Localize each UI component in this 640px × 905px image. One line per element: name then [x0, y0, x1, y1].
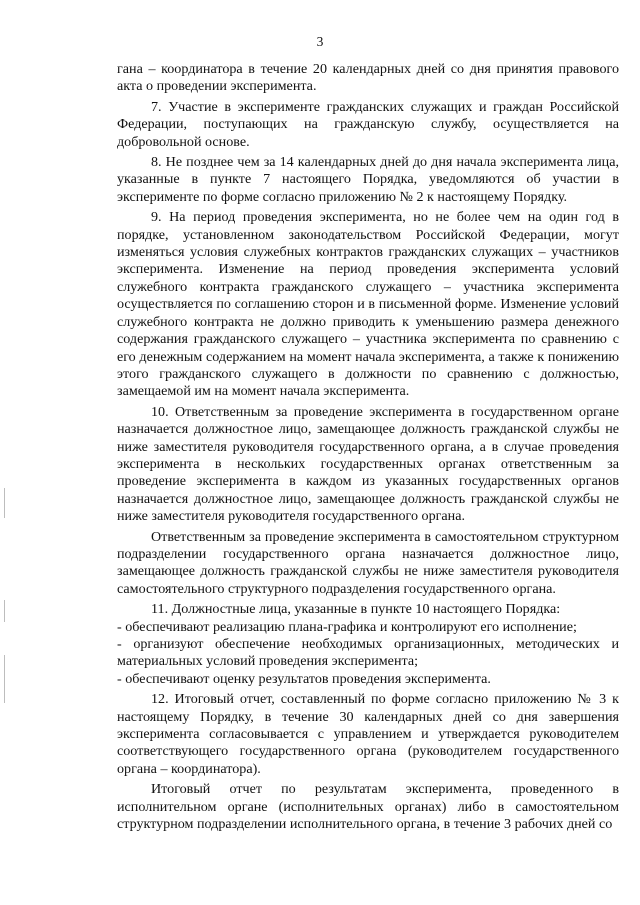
paragraph-item-10: 10. Ответственным за проведение эксперимента в государственном органе назначается должностное лицо, замещающее должность гражданской службы не ниже заместителя руководителя государственного органа, а в случае проведения эксперимента в нескольких государственных органах ответственным за проведение эксперимента в каждом из указанных государственных органов назначается должностное лицо, замещающее должность гражданской службы не ниже заместителя руководителя государственного органа.: [117, 403, 619, 525]
paragraph-item-12: 12. Итоговый отчет, составленный по форме согласно приложению № 3 к настоящему Порядку, в течение 30 календарных дней со дня завершения эксперимента согласовывается с управлением и утверждается руководителем соответствующего государственного органа (руководителем государственного органа – координатора).: [117, 691, 619, 777]
paragraph-item-7: 7. Участие в эксперименте гражданских служащих и граждан Российской Федерации, поступающих на гражданскую службу, осуществляется на добровольной основе.: [117, 98, 619, 150]
document-body: [117, 61, 619, 833]
list-item: - обеспечивают реализацию плана-графика и контролируют его исполнение;: [117, 618, 577, 635]
page-number: 3: [316, 34, 324, 49]
paragraph-item-12-second: Итоговый отчет по результатам эксперимента, проведенного в исполнительном органе (исполнительных органах) либо в самостоятельном структурном подразделении исполнительного органа, в течение 3 рабочих дней со: [117, 781, 619, 833]
paragraph-item-10-second: Ответственным за проведение эксперимента в самостоятельном структурном подразделении государственного органа назначается должностное лицо, замещающее должность гражданской службы не ниже заместителя руководителя самостоятельного структурного подразделения государственного органа.: [117, 528, 619, 597]
list-item: - организуют обеспечение необходимых организационных, методических и материальных условий проведения эксперимента;: [117, 636, 619, 670]
scan-mark: [4, 488, 5, 518]
paragraph-continuation: гана – координатора в течение 20 календарных дней со дня принятия правового акта о проведении эксперимента.: [117, 61, 619, 95]
scan-mark: [4, 600, 5, 622]
paragraph-item-9: 9. На период проведения эксперимента, но не более чем на один год в порядке, установленном законодательством Российской Федерации, могут изменяться условия служебных контрактов гражданских служащих – участников эксперимента. Изменение на период проведения эксперимента условий служебного контракта гражданского служащего – участника эксперимента осуществляется по соглашению сторон и в письменной форме. Изменение условий служебного контракта не должно приводить к уменьшению размера денежного содержания гражданского служащего – участника эксперимента по сравнению с его денежным содержанием на момент начала эксперимента, а также к понижению этого гражданского служащего в должности по сравнению с должностью, замещаемой им на момент начала эксперимента.: [117, 209, 619, 400]
scan-edge-marks: [4, 0, 8, 905]
scan-mark: [4, 655, 5, 703]
list-item: - обеспечивают оценку результатов проведения эксперимента.: [117, 670, 491, 687]
paragraph-item-11: 11. Должностные лица, указанные в пункте 10 настоящего Порядка:: [151, 601, 561, 618]
paragraph-item-8: 8. Не позднее чем за 14 календарных дней до дня начала эксперимента лица, указанные в пункте 7 настоящего Порядка, уведомляются об участии в эксперименте по форме согласно приложению № 2 к настоящему Порядку.: [117, 154, 619, 205]
